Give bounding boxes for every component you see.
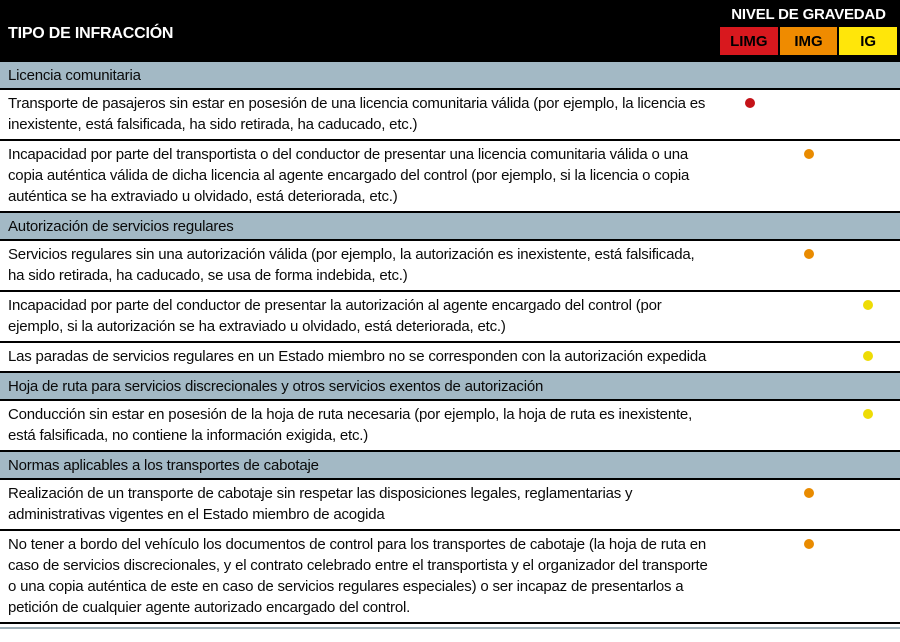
infraction-text: Incapacidad por parte del transportista o del conductor de presentar una licencia comunitaria válida o una copia auténtica válida de dicha licencia al agente encargado del control (por ejemplo, si la licencia o copia auténtica se ha extraviado u olvidado, está deteriorada, etc.) xyxy=(8,146,690,205)
severity-cell-limg xyxy=(720,241,779,290)
severity-cell-img xyxy=(779,141,838,211)
severity-dot xyxy=(863,300,873,310)
severity-cell-limg xyxy=(720,90,779,139)
table-row xyxy=(0,241,900,292)
severity-cell-ig xyxy=(838,141,897,211)
severity-dot xyxy=(804,539,814,549)
section-title: Autorización de servicios regulares xyxy=(8,218,234,235)
column-header-nivel-gravedad: NIVEL DE GRAVEDAD xyxy=(731,6,886,23)
severity-cell-img xyxy=(779,90,838,139)
section-header xyxy=(0,373,900,401)
severity-cell-ig xyxy=(838,241,897,290)
severity-level-ig: IG xyxy=(839,27,897,55)
severity-cell-ig xyxy=(838,343,897,371)
severity-level-limg: LIMG xyxy=(720,27,778,55)
severity-header-block xyxy=(720,0,897,62)
severity-cell-limg xyxy=(720,343,779,371)
infraction-text: Servicios regulares sin una autorización válida (por ejemplo, la autorización es inexistente, está falsificada, ha sido retirada, ha caducado, se usa de forma indebida, etc.) xyxy=(8,246,695,284)
table-header xyxy=(0,0,900,62)
severity-level-img: IMG xyxy=(780,27,838,55)
severity-cell-limg xyxy=(720,480,779,529)
section-header xyxy=(0,213,900,241)
severity-cell-img xyxy=(779,401,838,450)
infraction-text: No tener a bordo del vehículo los documentos de control para los transportes de cabotaje (la hoja de ruta en caso de servicios discrecionales, y el contrato celebrado entre el transportista y el organizador del transporte o una copia auténtica de este en caso de servicios regulares especiales) o ser incapaz de presentarlos a petición de cualquier agente autorizado encargado del control. xyxy=(8,536,708,616)
table-bottom-rule xyxy=(0,627,900,629)
table-row xyxy=(0,480,900,531)
severity-cell-ig xyxy=(838,90,897,139)
severity-cell-ig xyxy=(838,401,897,450)
severity-dot xyxy=(804,488,814,498)
section-title: Hoja de ruta para servicios discrecionales y otros servicios exentos de autorización xyxy=(8,378,544,395)
table-row xyxy=(0,343,900,373)
infraction-text: Las paradas de servicios regulares en un Estado miembro no se corresponden con la autorización expedida xyxy=(8,348,707,365)
severity-cell-limg xyxy=(720,292,779,341)
infraction-text: Realización de un transporte de cabotaje sin respetar las disposiciones legales, reglamentarias y administrativas vigentes en el Estado miembro de acogida xyxy=(8,485,633,523)
severity-cell-img xyxy=(779,343,838,371)
severity-level-cells xyxy=(720,27,897,55)
severity-dot xyxy=(804,149,814,159)
severity-cell-ig xyxy=(838,292,897,341)
severity-cell-limg xyxy=(720,401,779,450)
severity-cell-ig xyxy=(838,531,897,622)
severity-cell-img xyxy=(779,480,838,529)
table-row xyxy=(0,292,900,343)
table-row xyxy=(0,531,900,624)
severity-cell-img xyxy=(779,292,838,341)
severity-cell-limg xyxy=(720,141,779,211)
severity-dot xyxy=(863,351,873,361)
severity-dot xyxy=(804,249,814,259)
infraction-text: Conducción sin estar en posesión de la hoja de ruta necesaria (por ejemplo, la hoja de ruta es inexistente, está falsificada, no contiene la información exigida, etc.) xyxy=(8,406,693,444)
severity-dot xyxy=(745,98,755,108)
column-header-tipo-infraccion: TIPO DE INFRACCIÓN xyxy=(8,25,174,42)
infraction-table-body xyxy=(0,62,900,624)
infraction-text: Transporte de pasajeros sin estar en posesión de una licencia comunitaria válida (por ejemplo, la licencia es inexistente, está falsificada, ha sido retirada, ha caducado, etc.) xyxy=(8,95,706,133)
section-title: Licencia comunitaria xyxy=(8,67,141,84)
section-header xyxy=(0,452,900,480)
table-row xyxy=(0,401,900,452)
severity-cell-img xyxy=(779,241,838,290)
table-row xyxy=(0,90,900,141)
infraction-text: Incapacidad por parte del conductor de presentar la autorización al agente encargado del control (por ejemplo, si la autorización se ha extraviado u olvidado, está deteriorada, etc.) xyxy=(8,297,662,335)
severity-cell-img xyxy=(779,531,838,622)
section-title: Normas aplicables a los transportes de cabotaje xyxy=(8,457,319,474)
section-header xyxy=(0,62,900,90)
severity-cell-limg xyxy=(720,531,779,622)
severity-cell-ig xyxy=(838,480,897,529)
severity-dot xyxy=(863,409,873,419)
table-row xyxy=(0,141,900,213)
